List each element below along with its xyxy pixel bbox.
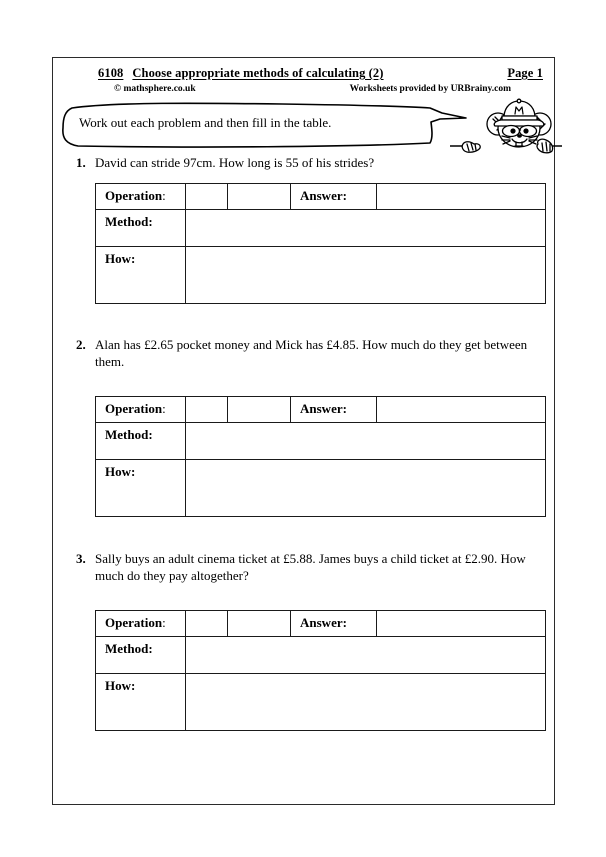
- answer-table-2: [95, 396, 546, 517]
- credit-row: [52, 81, 555, 94]
- operation-label: Operation: [105, 401, 163, 417]
- operation-colon: :: [162, 187, 166, 203]
- operation-input-1[interactable]: [186, 183, 228, 209]
- table-gap-cell: [228, 397, 291, 423]
- table-row: [96, 611, 546, 637]
- question-2: [52, 337, 555, 517]
- worksheet-title: [98, 66, 384, 81]
- table-row: [96, 397, 546, 423]
- page-number-label: Page 1: [507, 66, 543, 80]
- operation-input-3[interactable]: [186, 611, 228, 637]
- answer-label-cell: [291, 611, 377, 637]
- question-1-prompt: David can stride 97cm. How long is 55 of his strides?: [95, 155, 375, 170]
- worksheet-code: 6108: [98, 66, 124, 80]
- operation-label-cell: [96, 183, 186, 209]
- operation-label-cell: [96, 397, 186, 423]
- table-row: [96, 460, 546, 517]
- question-3-number: 3.: [76, 551, 86, 566]
- how-label-cell: [96, 674, 186, 731]
- how-input-3[interactable]: [186, 674, 546, 731]
- method-label: Method:: [105, 213, 153, 229]
- method-label-cell: [96, 637, 186, 674]
- answer-table-1: [95, 183, 546, 304]
- how-label: How:: [105, 678, 136, 694]
- worksheet-title-text: Choose appropriate methods of calculating (2): [132, 66, 384, 80]
- instruction-text: Work out each problem and then fill in the table.: [79, 115, 332, 130]
- question-1: [52, 155, 555, 304]
- copyright-text: © mathsphere.co.uk: [114, 84, 196, 94]
- table-row: [96, 637, 546, 674]
- question-2-text-row: [52, 337, 555, 370]
- table-row: [96, 183, 546, 209]
- table-row: [96, 674, 546, 731]
- provider-text: Worksheets provided by URBrainy.com: [349, 84, 511, 94]
- title-row: [52, 66, 555, 81]
- answer-input-3[interactable]: [377, 611, 546, 637]
- answer-input-1[interactable]: [377, 183, 546, 209]
- how-input-2[interactable]: [186, 460, 546, 517]
- table-row: [96, 246, 546, 303]
- question-1-number: 1.: [76, 155, 86, 170]
- answer-label-cell: [291, 397, 377, 423]
- table-row: [96, 423, 546, 460]
- method-input-1[interactable]: [186, 209, 546, 246]
- question-2-prompt: Alan has £2.65 pocket money and Mick has £4.85. How much do they get between them.: [95, 337, 528, 369]
- how-input-1[interactable]: [186, 246, 546, 303]
- answer-label: Answer:: [300, 615, 347, 631]
- table-gap-cell: [228, 183, 291, 209]
- how-label-cell: [96, 460, 186, 517]
- mouse-character-icon: [450, 98, 562, 158]
- method-label-cell: [96, 209, 186, 246]
- how-label: How:: [105, 464, 136, 480]
- question-3-text-row: [52, 551, 555, 584]
- worksheet-header: [52, 66, 555, 94]
- answer-label: Answer:: [300, 187, 347, 203]
- how-label: How:: [105, 250, 136, 266]
- method-label-cell: [96, 423, 186, 460]
- question-2-number: 2.: [76, 337, 86, 352]
- method-label: Method:: [105, 427, 153, 443]
- question-3-prompt: Sally buys an adult cinema ticket at £5.88. James buys a child ticket at £2.90. How much do they pay altogether?: [95, 551, 526, 583]
- operation-colon: :: [162, 401, 166, 417]
- answer-input-2[interactable]: [377, 397, 546, 423]
- operation-input-2[interactable]: [186, 397, 228, 423]
- table-row: [96, 209, 546, 246]
- operation-label: Operation: [105, 187, 163, 203]
- method-label: Method:: [105, 641, 153, 657]
- instruction-banner: [52, 100, 562, 158]
- question-1-text-row: [52, 155, 555, 172]
- operation-label: Operation: [105, 615, 163, 631]
- operation-label-cell: [96, 611, 186, 637]
- answer-label-cell: [291, 183, 377, 209]
- answer-table-3: [95, 610, 546, 731]
- table-gap-cell: [228, 611, 291, 637]
- method-input-2[interactable]: [186, 423, 546, 460]
- how-label-cell: [96, 246, 186, 303]
- answer-label: Answer:: [300, 401, 347, 417]
- question-3: [52, 551, 555, 731]
- operation-colon: :: [162, 615, 166, 631]
- method-input-3[interactable]: [186, 637, 546, 674]
